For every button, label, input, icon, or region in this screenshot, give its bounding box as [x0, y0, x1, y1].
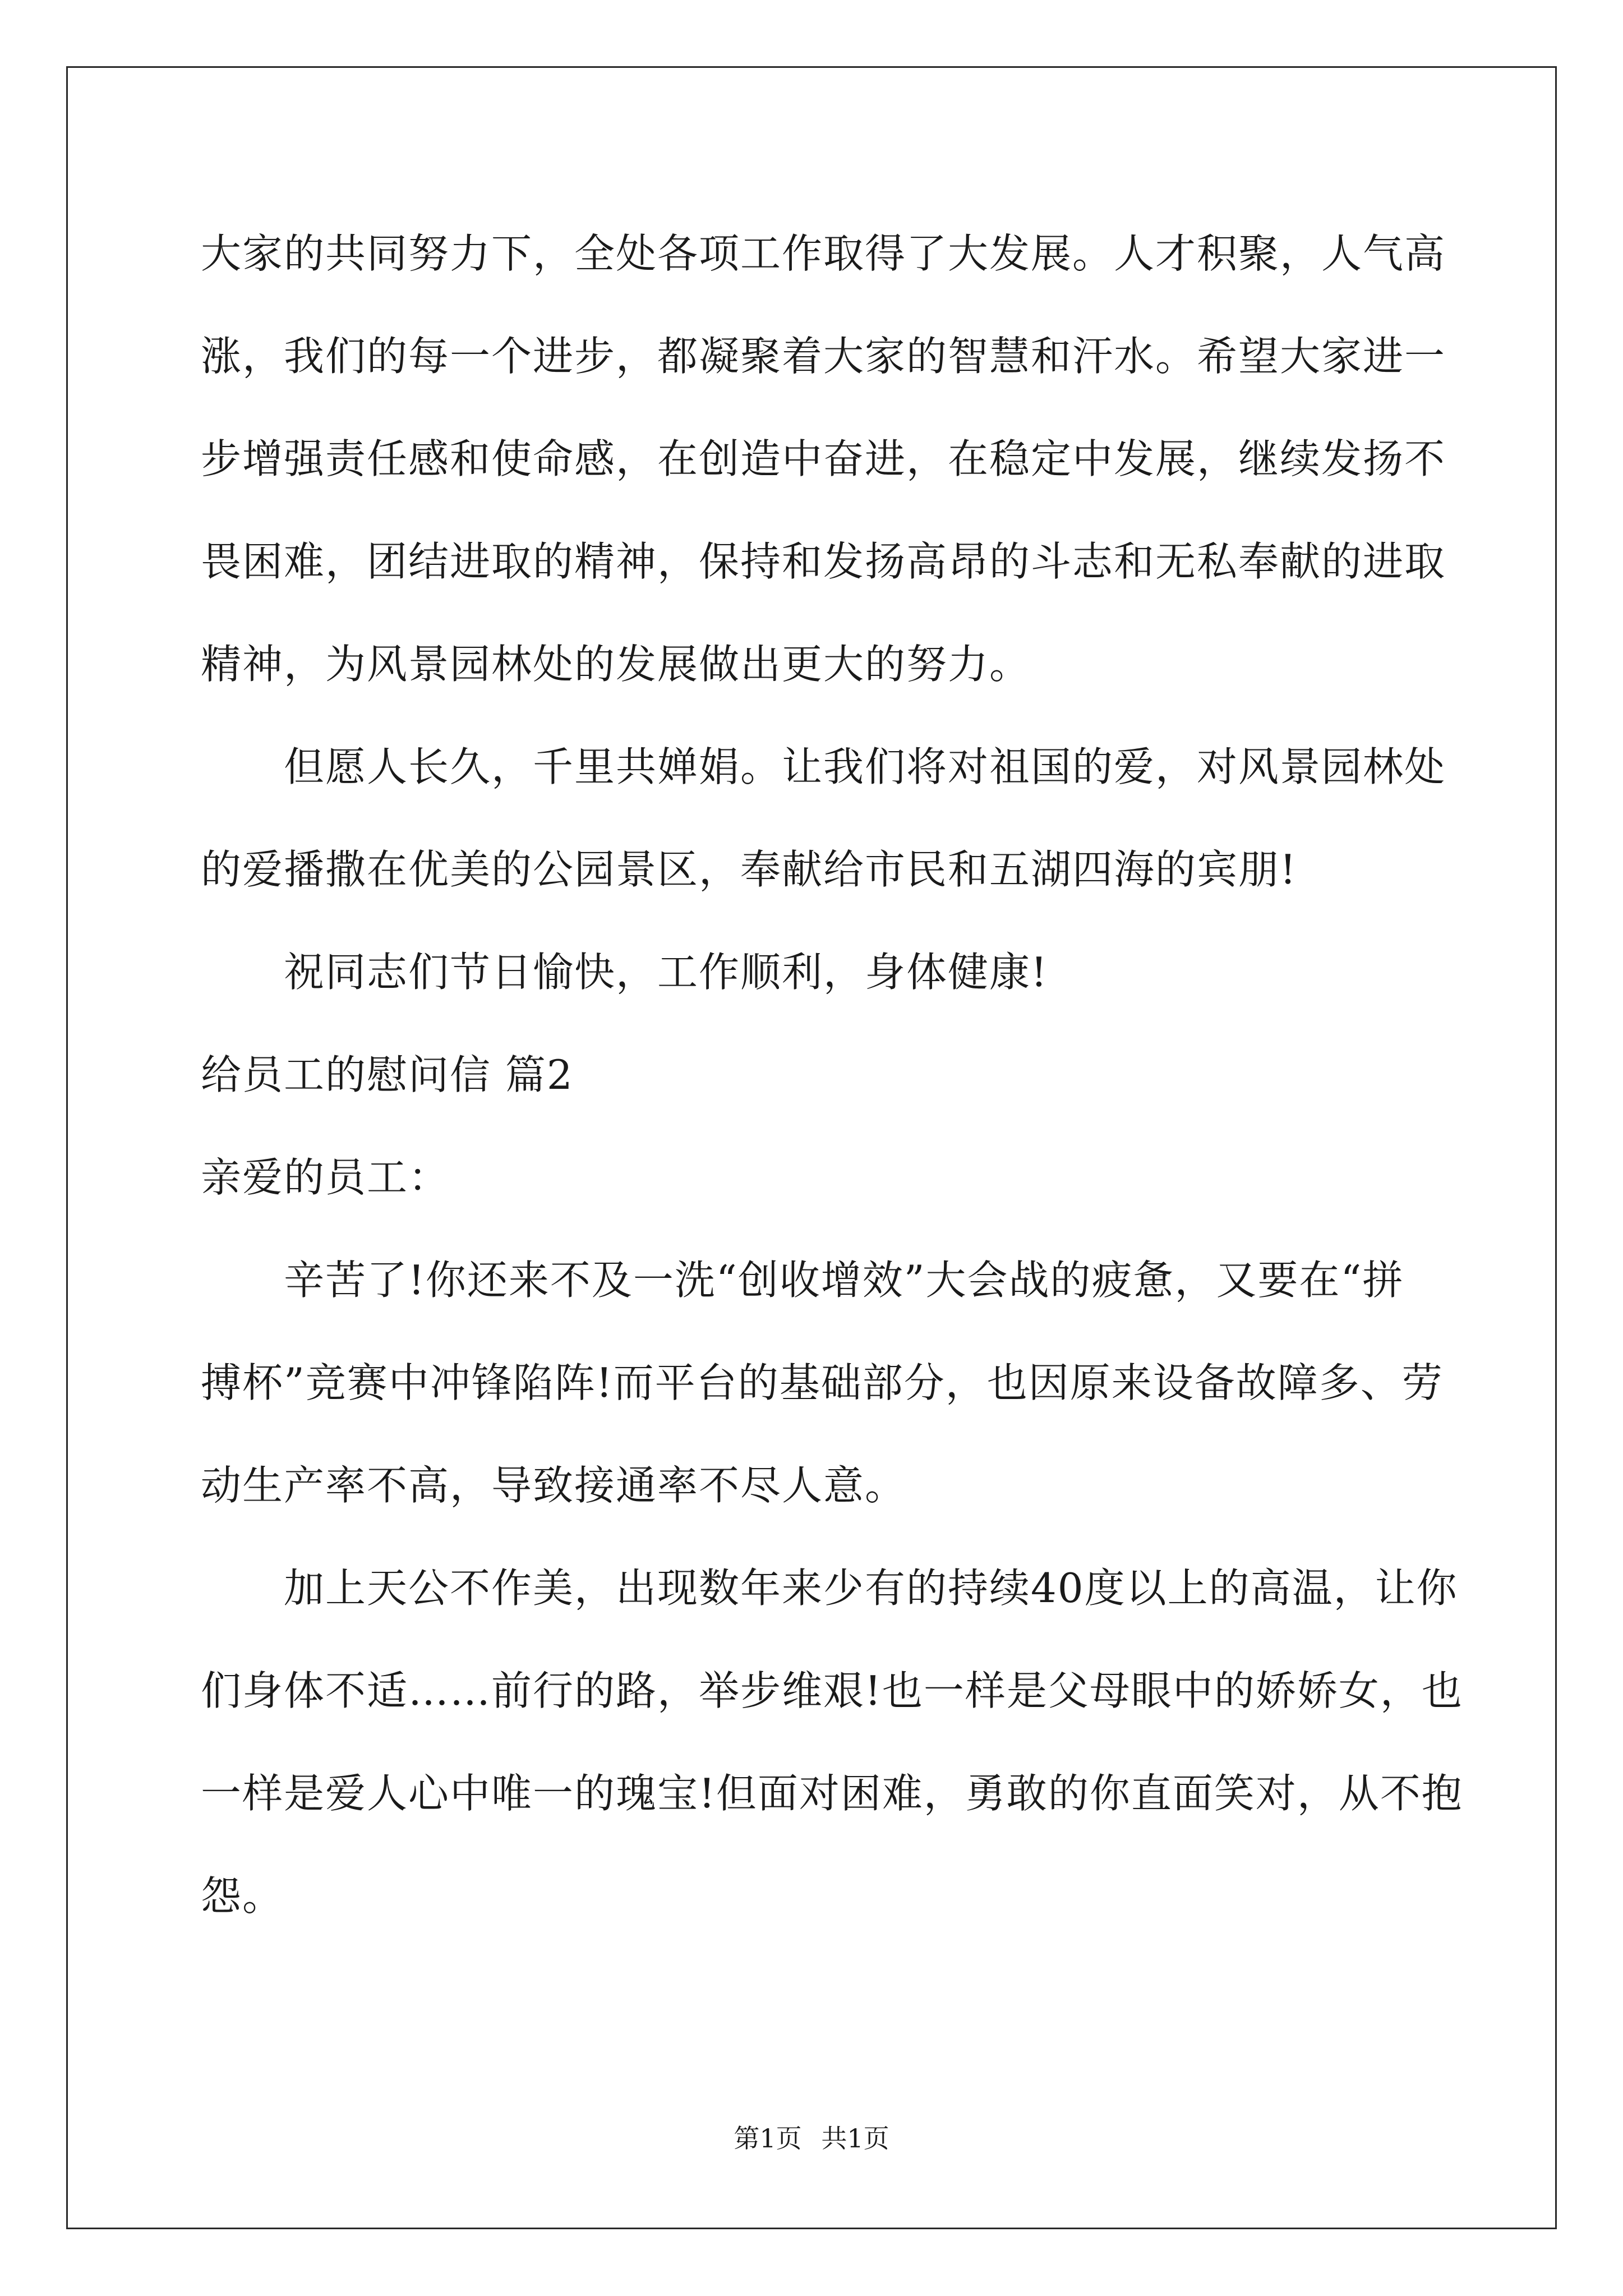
- text-line: 涨，我们的每一个进步，都凝聚着大家的智慧和汗水。希望大家进一: [201, 333, 1446, 380]
- section-heading: 给员工的慰问信 篇2: [201, 1051, 574, 1098]
- text-line: 但愿人长久，千里共婵娟。让我们将对祖国的爱，对风景园林处: [284, 743, 1446, 790]
- text-line: 步增强责任感和使命感，在创造中奋进，在稳定中发展，继续发扬不: [201, 435, 1446, 482]
- text-line: 畏困难，团结进取的精神，保持和发扬高昂的斗志和无私奉献的进取: [201, 538, 1446, 585]
- text-line: 加上天公不作美，出现数年来少有的持续40度以上的高温，让你: [284, 1565, 1458, 1612]
- text-line: 辛苦了!你还来不及一洗“创收增效”大会战的疲惫，又要在“拼: [284, 1257, 1404, 1304]
- text-line: 精神，为风景园林处的发展做出更大的努力。: [201, 641, 1031, 688]
- page-footer: [0, 2122, 1623, 2155]
- page-total: 共1页: [821, 2123, 889, 2154]
- text-line: 搏杯”竞赛中冲锋陷阵!而平台的基础部分，也因原来设备故障多、劳: [201, 1359, 1444, 1406]
- text-line: 大家的共同努力下，全处各项工作取得了大发展。人才积聚，人气高: [201, 230, 1446, 277]
- text-line: 动生产率不高，导致接通率不尽人意。: [201, 1462, 907, 1509]
- text-line: 怨。: [201, 1872, 284, 1920]
- text-line: 们身体不适……前行的路，举步维艰!也一样是父母眼中的娇娇女，也: [201, 1667, 1463, 1714]
- text-line: 祝同志们节日愉快，工作顺利，身体健康!: [284, 949, 1048, 996]
- salutation: 亲爱的员工：: [201, 1154, 450, 1201]
- text-line: 的爱播撒在优美的公园景区，奉献给市民和五湖四海的宾朋!: [201, 846, 1297, 893]
- text-line: 一样是爱人心中唯一的瑰宝!但面对困难，勇敢的你直面笑对，从不抱: [201, 1770, 1463, 1817]
- page-number: 第1页: [734, 2123, 802, 2154]
